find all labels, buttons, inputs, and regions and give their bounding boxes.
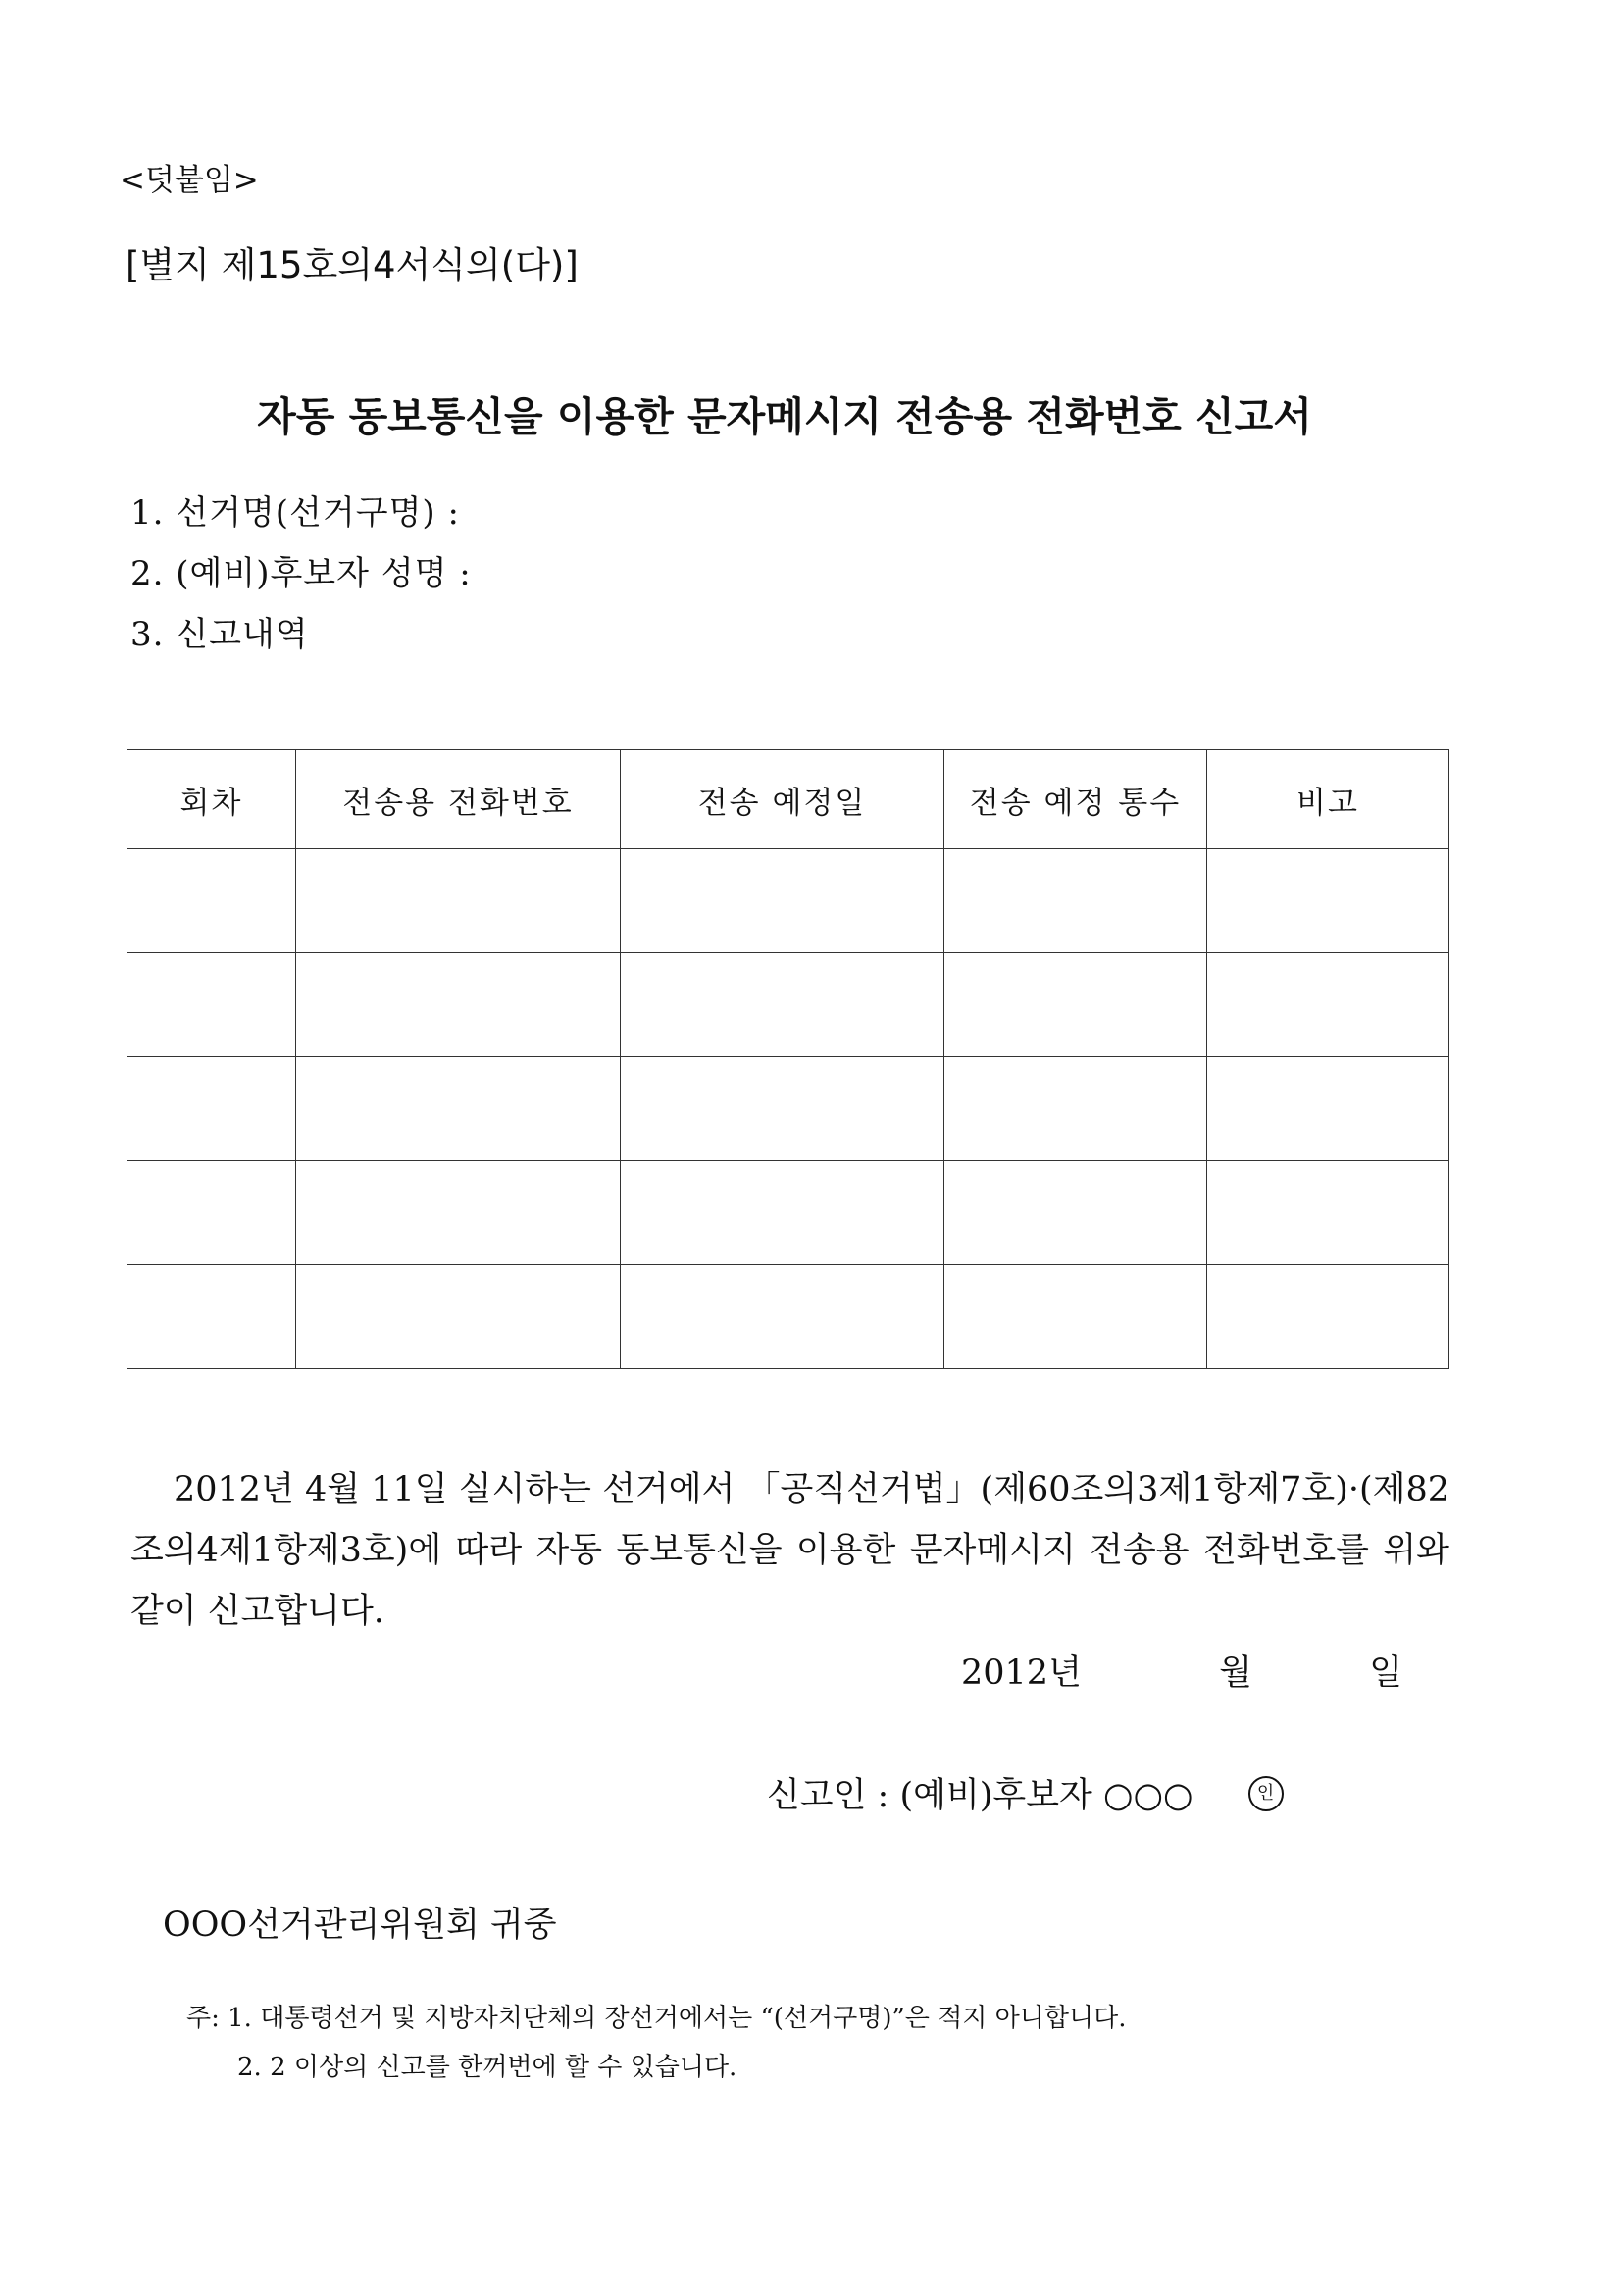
table-cell[interactable]	[296, 953, 621, 1057]
table-cell[interactable]	[944, 1161, 1207, 1265]
table-cell[interactable]	[127, 1161, 296, 1265]
table-cell[interactable]	[944, 1265, 1207, 1369]
report-table	[127, 749, 1449, 1369]
declaration-date	[961, 1646, 1402, 1695]
field-candidate-name: 2. (예비)후보자 성명 :	[130, 554, 472, 593]
table-cell[interactable]	[621, 849, 944, 953]
date-month: 월	[1219, 1653, 1252, 1693]
table-cell[interactable]	[944, 953, 1207, 1057]
table-cell[interactable]	[296, 1057, 621, 1161]
field-report-details: 3. 신고내역	[130, 615, 309, 654]
table-row	[127, 953, 1449, 1057]
table-cell[interactable]	[944, 849, 1207, 953]
table-row	[127, 1057, 1449, 1161]
table-row	[127, 1265, 1449, 1369]
table-cell[interactable]	[621, 1161, 944, 1265]
form-reference: [별지 제15호의4서식의(다)]	[126, 244, 579, 286]
table-cell[interactable]	[127, 953, 296, 1057]
date-year: 2012년	[961, 1653, 1082, 1693]
table-cell[interactable]	[296, 849, 621, 953]
table-cell[interactable]	[1207, 1265, 1449, 1369]
document-title: 자동 동보통신을 이용한 문자메시지 전송용 전화번호 신고서	[257, 393, 1312, 440]
addressee: OOO선거관리위원회 귀중	[163, 1906, 557, 1945]
header-phone-number: 전송용 전화번호	[296, 750, 621, 849]
table-header-row	[127, 750, 1449, 849]
footnote-2: 2. 2 이상의 신고를 한꺼번에 할 수 있습니다.	[237, 2053, 737, 2082]
table-row	[127, 1161, 1449, 1265]
table-cell[interactable]	[127, 1057, 296, 1161]
seal-icon: 인	[1248, 1776, 1284, 1811]
field-election-name: 1. 선거명(선거구명) :	[130, 493, 460, 533]
table-cell[interactable]	[296, 1265, 621, 1369]
footnote-1: 주: 1. 대통령선거 및 지방자치단체의 장선거에서는 “(선거구명)”은 적지 아니합니다.	[186, 2004, 1127, 2033]
table-cell[interactable]	[1207, 1161, 1449, 1265]
table-cell[interactable]	[296, 1161, 621, 1265]
declaration-statement: 2012년 4월 11일 실시하는 선거에서 「공직선거법」(제60조의3제1항제7호)·(제82조의4제1항제3호)에 따라 자동 동보통신을 이용한 문자메시지 전송용 전화번호를 위와 같이 신고합니다.	[130, 1470, 1449, 1631]
header-send-count: 전송 예정 통수	[944, 750, 1207, 849]
table-row	[127, 849, 1449, 953]
attachment-label: <덧붙임>	[120, 163, 259, 198]
table-cell[interactable]	[621, 1265, 944, 1369]
header-send-date: 전송 예정일	[621, 750, 944, 849]
date-day: 일	[1369, 1653, 1402, 1693]
table-cell[interactable]	[127, 1265, 296, 1369]
header-remarks: 비고	[1207, 750, 1449, 849]
table-cell[interactable]	[621, 1057, 944, 1161]
table-cell[interactable]	[127, 849, 296, 953]
header-round: 회차	[127, 750, 296, 849]
table-cell[interactable]	[1207, 849, 1449, 953]
signature-line	[767, 1768, 1284, 1817]
table-cell[interactable]	[1207, 1057, 1449, 1161]
table-cell[interactable]	[621, 953, 944, 1057]
table-cell[interactable]	[1207, 953, 1449, 1057]
table-cell[interactable]	[944, 1057, 1207, 1161]
signature-text: 신고인 : (예비)후보자 ○○○	[767, 1776, 1193, 1815]
